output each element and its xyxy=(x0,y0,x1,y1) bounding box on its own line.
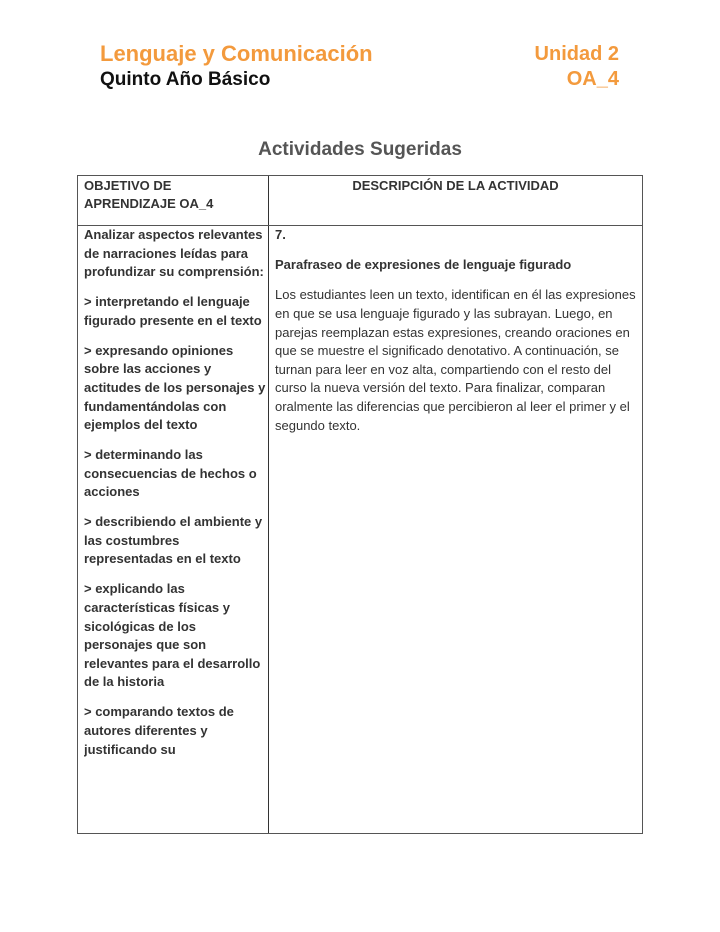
activity-number: 7. xyxy=(275,227,286,242)
column-divider xyxy=(268,176,269,833)
unit-label: Unidad 2 xyxy=(534,43,619,65)
objective-item: > expresando opiniones sobre las acciones y actitudes de los personajes y fundamentándolas con ejemplos del texto xyxy=(84,342,266,433)
objective-intro: Analizar aspectos relevantes de narraciones leídas para profundizar su comprensión: xyxy=(84,227,264,280)
objective-item: > explicando las características físicas y sicológicas de los personajes que son relevantes para el desarrollo de la historia xyxy=(84,581,261,690)
objective-item: > comparando textos de autores diferentes y justificando su xyxy=(84,704,234,757)
grade-level: Quinto Año Básico xyxy=(100,69,271,90)
objective-item: > describiendo el ambiente y las costumbres representadas en el texto xyxy=(84,514,263,567)
activity-title: Parafraseo de expresiones de lenguaje figurado xyxy=(275,257,572,273)
activities-table xyxy=(77,175,643,834)
activity-description: Los estudiantes leen un texto, identifican en él las expresiones en que se usa lenguaje figurado y las subrayan. Luego, en parejas reemplazan estas expresiones, creando oraciones en que se muestre el significado denotativo. A continuación, se turnan para leer en voz alta, compartiendo con el resto del curso la nueva versión del texto. Para finalizar, comparan oralmente las diferencias que percibieron al leer el primer y el segundo texto. xyxy=(275,287,636,433)
objective-code: OA_4 xyxy=(566,68,619,90)
page-header-right xyxy=(535,41,619,92)
description-column-header: DESCRIPCIÓN DE LA ACTIVIDAD xyxy=(352,178,559,193)
activity-cell xyxy=(275,226,641,435)
section-title: Actividades Sugeridas xyxy=(258,139,462,160)
objective-cell xyxy=(84,226,266,834)
subject-title: Lenguaje y Comunicación xyxy=(100,41,373,66)
objective-item: > interpretando el lenguaje figurado presente en el texto xyxy=(84,294,262,328)
page-header-left xyxy=(100,41,373,92)
objective-item: > determinando las consecuencias de hechos o acciones xyxy=(84,447,257,500)
objective-column-header: OBJETIVO DE APRENDIZAJE OA_4 xyxy=(84,178,214,211)
